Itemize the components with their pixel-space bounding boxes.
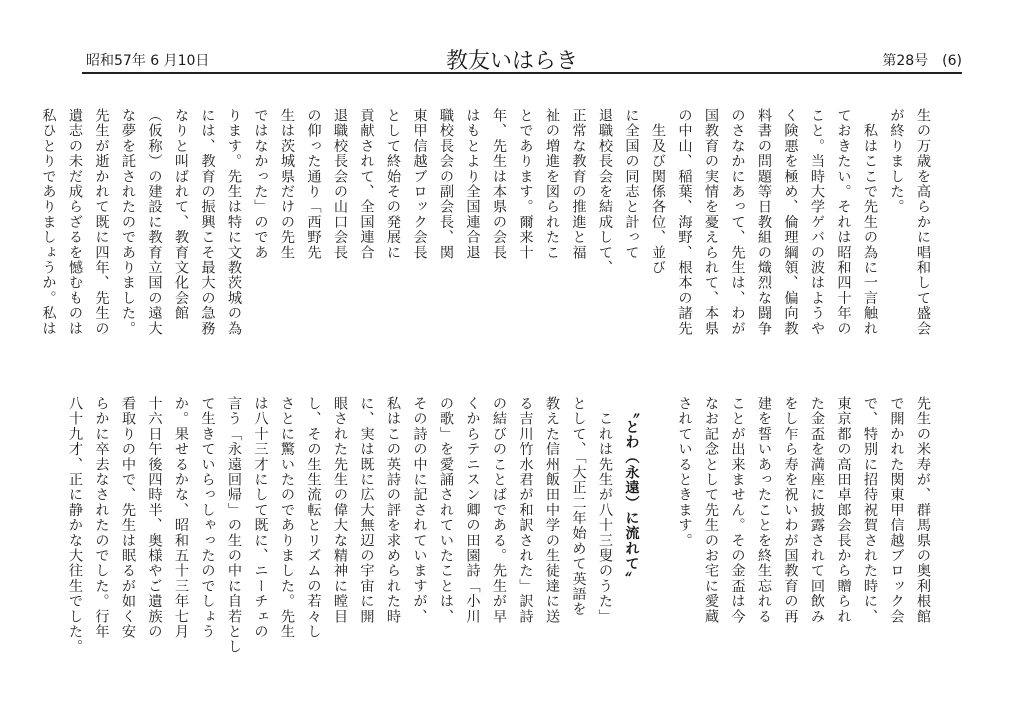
- text-line: 職校長会の副会長、関: [438, 108, 454, 260]
- text-line: 退職校長会の山口会長: [332, 108, 348, 260]
- text-line: 祉の増進を図られたこ: [544, 108, 560, 260]
- header-rule: [82, 72, 962, 74]
- text-line: に全国の同志と計って: [623, 108, 640, 260]
- text-line: 八十九才、正に静かな大往生でした。: [67, 396, 83, 655]
- text-line: 私はここで先生の為に一言触れ: [862, 108, 878, 336]
- text-line: として、「大正二年始めて英語を: [570, 396, 587, 617]
- text-line: が終りました。: [888, 108, 905, 215]
- text-line: をし乍ら寿を祝いわが国教育の再: [782, 396, 799, 624]
- text-line: て生きていらっしゃったのでしょう: [199, 396, 216, 640]
- text-line: （仮称）の建設に教育立国の遠大: [146, 108, 163, 336]
- text-line: ことが出来ません。その金盃は今: [729, 396, 746, 624]
- text-line: し、その生生流転とリズムの若々し: [305, 396, 322, 640]
- text-line: なりと叫ばれて、教育文化会館: [173, 108, 189, 321]
- text-line: の歌」を愛誦されていたことは、: [438, 396, 454, 624]
- issue-date: 昭和57年 6 月10日: [86, 53, 210, 69]
- text-line: 建を誓いあったことを終生忘れる: [756, 396, 772, 624]
- text-line: 遺志の未だ成らざるを憾むものは: [67, 108, 83, 336]
- text-line: 正常な教育の推進と福: [570, 108, 587, 260]
- text-line: の中山、稲葉、海野、根本の諸先: [676, 108, 693, 336]
- text-line: 生の万歳を高らかに唱和して盛会: [915, 108, 931, 336]
- text-line: る吉川竹水君が和訳された」訳詩: [517, 396, 534, 624]
- text-line: のさなかにあって、先生は、わが: [729, 108, 746, 336]
- text-line: 十六日午後四時半、奥様やご遺族の: [146, 396, 163, 640]
- text-line: で開かれた関東甲信越ブロック会: [888, 396, 905, 624]
- text-line: [645, 396, 672, 656]
- text-line: く険悪を極め、倫理綱領、偏向教: [782, 108, 799, 336]
- text-line: の仰った通り「西野先: [305, 108, 322, 260]
- text-line: 先生が逝かれて既に四年、先生の: [93, 108, 110, 336]
- text-line: 料書の問題等日教組の熾烈な闘争: [756, 108, 772, 336]
- text-line: 生及び関係各位、並び: [650, 108, 666, 276]
- text-line: 言う「永遠回帰」の生の中に自若とし: [226, 396, 242, 655]
- text-line: 東京都の高田卓郎会長から贈られ: [835, 396, 852, 624]
- text-line: 看取りの中で、先生は眠るが如く安: [120, 396, 136, 640]
- article-bottom-section: [67, 396, 936, 656]
- article-text-block: [35, 108, 936, 368]
- text-line: 年、先生は本県の会長: [491, 108, 507, 260]
- text-line: されているときます。: [676, 396, 693, 548]
- text-line: ではなかった」のであ: [252, 108, 269, 260]
- text-line: で、特別に招待祝賀された時に、: [862, 396, 878, 624]
- text-line: これは先生が八十三叟のうた」: [597, 396, 613, 624]
- text-line: 眼された先生の偉大な精神に瞠目: [332, 396, 348, 624]
- text-line: こと。当時大学ゲバの波はようや: [809, 108, 825, 336]
- text-line: らかに卒去なされたのでした。行年: [93, 396, 110, 640]
- text-line: に、実は既に広大無辺の宇宙に開: [358, 396, 375, 624]
- text-line: 私ひとりでありましょうか。私は: [40, 108, 57, 336]
- text-line: た金盃を満座に披露されて回飲み: [809, 396, 825, 624]
- text-line: として終始その発展に: [385, 108, 401, 260]
- newsletter-title: 教友いはらき: [445, 49, 578, 74]
- text-line: さとに驚いたのでありました。先生: [279, 396, 295, 640]
- text-line: 国教育の実情を憂えられて、本県: [703, 108, 719, 336]
- text-line: 私はこの英詩の評を求められた時: [385, 396, 401, 624]
- text-line: は八十三才にして既に、ニーチェの: [252, 396, 269, 640]
- text-line: 退職校長会を結成して、: [597, 108, 613, 276]
- text-line: な夢を託されたのでありました。: [120, 108, 136, 336]
- text-line: の結びのことばである。先生が早: [491, 396, 507, 624]
- text-line: とであります。爾来十: [517, 108, 534, 260]
- text-line: 生は茨城県だけの先生: [279, 108, 295, 260]
- text-line: には、教育の振興こそ最大の急務: [199, 108, 216, 336]
- text-line: 〝とわ（永遠）に流れて〟: [623, 396, 640, 587]
- article-top-section: [40, 108, 936, 368]
- text-line: ておきたい。それは昭和四十年の: [835, 108, 852, 336]
- article-text-block: [62, 396, 937, 656]
- text-line: 東甲信越ブロック会長: [411, 108, 428, 260]
- text-line: か。果せるかな、昭和五十三年七月: [173, 396, 189, 640]
- text-line: はもとより全国連合退: [464, 108, 481, 260]
- text-line: 先生の米寿が、群馬県の奥利根館: [915, 396, 931, 624]
- text-line: ります。先生は特に文教茨城の為: [226, 108, 242, 336]
- text-line: 教えた信州飯田中学の生徒達に送: [544, 396, 560, 624]
- text-line: なお記念として先生のお宅に愛蔵: [703, 396, 719, 624]
- text-line: 貢献されて、全国連合: [358, 108, 375, 260]
- text-line: くからテニスン卿の田園詩「小川: [464, 396, 481, 624]
- issue-number: 第28号 (6): [882, 53, 962, 69]
- text-line: その詩の中に記されていますが、: [411, 396, 428, 624]
